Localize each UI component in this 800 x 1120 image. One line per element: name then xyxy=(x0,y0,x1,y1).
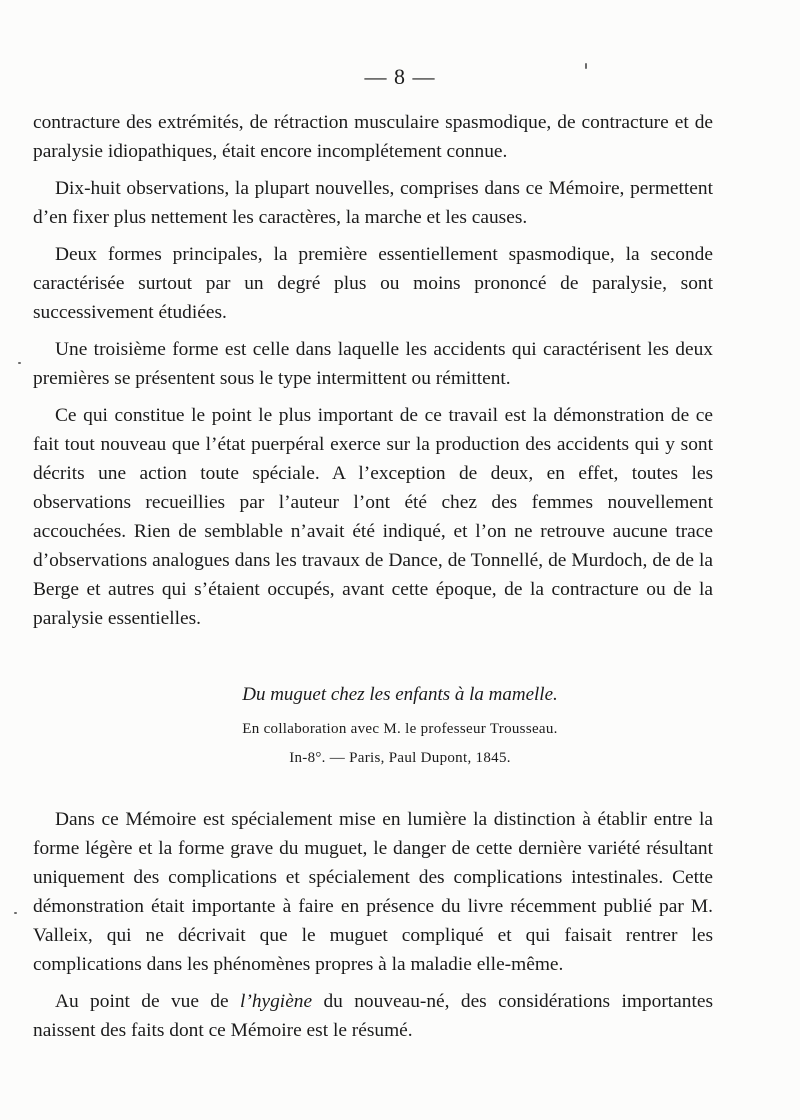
page-number: — 8 — xyxy=(364,64,436,89)
section-title: Du muguet chez les enfants à la mamelle. xyxy=(242,684,558,705)
section-publication: In-8°. — Paris, Paul Dupont, 1845. xyxy=(289,750,511,766)
final-paragraph xyxy=(33,987,713,1045)
print-speck xyxy=(18,362,21,364)
paragraph: Ce qui constitue le point le plus important de ce travail est la démonstration de ce fait tout nouveau que l’état puerpéral exerce sur la production des accidents qui y sont décrits une action toute spéciale. A l’exception de deux, en effet, toutes les observations recueillies par l’auteur l’ont été chez des femmes nouvellement accouchées. Rien de semblable n’avait été indiqué, et l’on ne retrouve aucune trace d’observations analogues dans les travaux de Dance, de Tonnellé, de Murdoch, de de la Berge et autres qui s’étaient occupés, avant cette époque, de la contracture ou de la paralysie essentielles. xyxy=(33,405,713,629)
final-paragraph-start: Au point de vue de xyxy=(55,991,240,1012)
paragraph: contracture des extrémités, de rétraction musculaire spasmodique, de contracture et de paralysie idiopathiques, était encore incomplétement connue. xyxy=(33,112,713,162)
section-subtitle: En collaboration avec M. le professeur Trousseau. xyxy=(242,721,558,737)
paragraph: Dix-huit observations, la plupart nouvelles, comprises dans ce Mémoire, permettent d’en fixer plus nettement les caractères, la marche et les causes. xyxy=(33,178,713,228)
print-speck xyxy=(585,63,587,69)
paragraph: Deux formes principales, la première essentiellement spasmodique, la seconde caractérisée surtout par un degré plus ou moins prononcé de paralysie, sont successivement étudiées. xyxy=(33,244,713,323)
final-paragraph-end: du nouveau-né, des considérations importantes naissent des faits dont ce Mémoire est le résumé. xyxy=(33,991,713,1041)
emphasis-hygiene: l’hygiène xyxy=(239,991,313,1012)
print-speck xyxy=(14,912,17,914)
body-text-bottom xyxy=(33,805,713,1045)
paragraph: Une troisième forme est celle dans laquelle les accidents qui caractérisent les deux premières se présentent sous le type intermittent ou rémittent. xyxy=(33,339,713,389)
paragraph: Dans ce Mémoire est spécialement mise en lumière la distinction à établir entre la forme légère et la forme grave du muguet, le danger de cette dernière variété résultant uniquement des complications et spécialement des complications intestinales. Cette démonstration était importante à faire en présence du livre récemment publié par M. Valleix, qui ne décrivait que le muguet compliqué et qui faisait rentrer les complications dans les phénomènes propres à la maladie elle-même. xyxy=(33,809,713,975)
body-text-top xyxy=(33,108,713,633)
